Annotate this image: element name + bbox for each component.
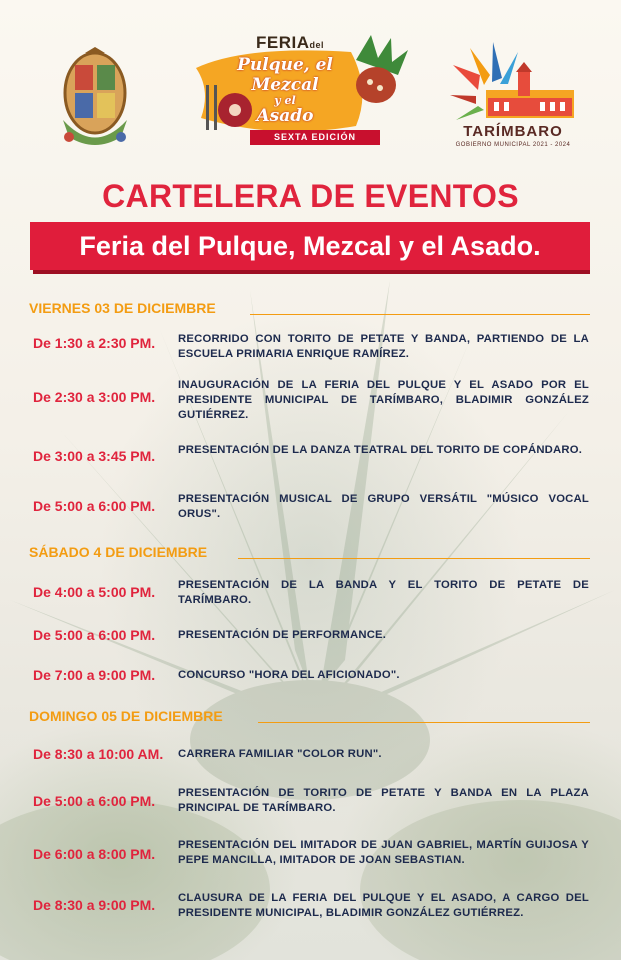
event-banner: Feria del Pulque, Mezcal y el Asado.: [30, 222, 590, 270]
event-time: De 5:00 a 6:00 PM.: [33, 793, 156, 809]
day-divider: [238, 558, 590, 559]
event-time: De 3:00 a 3:45 PM.: [33, 448, 156, 464]
day-header-sabado: SÁBADO 4 DE DICIEMBRE: [29, 544, 208, 560]
event-time: De 8:30 a 9:00 PM.: [33, 897, 156, 913]
event-time: De 1:30 a 2:30 PM.: [33, 335, 156, 351]
tarimbaro-logo-subtitle: GOBIERNO MUNICIPAL 2021 - 2024: [455, 142, 571, 148]
event-description: CONCURSO "HORA DEL AFICIONADO".: [178, 669, 400, 681]
event-description: PRESENTACIÓN DE PERFORMANCE.: [178, 629, 387, 641]
event-description: PRESENTACIÓN DE LA BANDA Y EL TORITO DE PETATE DE TARÍMBARO.: [178, 579, 589, 606]
event-description: CLAUSURA DE LA FERIA DEL PULQUE Y EL ASADO, A CARGO DEL PRESIDENTE MUNICIPAL, BLADIMIR GONZÁLEZ GUTIÉRREZ.: [178, 892, 589, 919]
page-title: CARTELERA DE EVENTOS: [102, 178, 519, 214]
event-time: De 5:00 a 6:00 PM.: [33, 627, 156, 643]
day-divider: [250, 314, 590, 315]
event-time: De 5:00 a 6:00 PM.: [33, 498, 156, 514]
event-description: INAUGURACIÓN DE LA FERIA DEL PULQUE Y EL ASADO POR EL PRESIDENTE MUNICIPAL DE TARÍMBARO, BLADIMIR GONZÁLEZ GUTIÉRREZ.: [178, 379, 589, 421]
event-description: PRESENTACIÓN DEL IMITADOR DE JUAN GABRIEL, MARTÍN GUIJOSA Y PEPE MANCILLA, IMITADOR DE JOAN SEBASTIAN.: [178, 839, 589, 866]
event-time: De 4:00 a 5:00 PM.: [33, 584, 156, 600]
tarimbaro-logo-name: TARÍMBARO: [463, 123, 563, 140]
feria-logo-script: Pulque, el Mezcal y el Asado: [237, 55, 333, 126]
day-header-domingo: DOMINGO 05 DE DICIEMBRE: [29, 708, 223, 724]
day-divider: [258, 722, 590, 723]
day-header-viernes: VIERNES 03 DE DICIEMBRE: [29, 300, 216, 316]
event-description: RECORRIDO CON TORITO DE PETATE Y BANDA, PARTIENDO DE LA ESCUELA PRIMARIA ENRIQUE RAMÍREZ.: [178, 333, 589, 360]
event-time: De 6:00 a 8:00 PM.: [33, 846, 156, 862]
event-description: PRESENTACIÓN DE TORITO DE PETATE Y BANDA EN LA PLAZA PRINCIPAL DE TARÍMBARO.: [178, 787, 589, 814]
event-description: PRESENTACIÓN MUSICAL DE GRUPO VERSÁTIL "MÚSICO VOCAL ORUS".: [178, 493, 589, 520]
event-time: De 7:00 a 9:00 PM.: [33, 667, 156, 683]
municipal-seal-logo: [55, 45, 135, 150]
event-description: PRESENTACIÓN DE LA DANZA TEATRAL DEL TORITO DE COPÁNDARO.: [178, 444, 583, 456]
event-description: CARRERA FAMILIAR "COLOR RUN".: [178, 748, 382, 760]
event-time: De 2:30 a 3:00 PM.: [33, 389, 156, 405]
feria-edition-badge: SEXTA EDICIÓN: [250, 130, 380, 145]
event-time: De 8:30 a 10:00 AM.: [33, 746, 164, 762]
feria-logo-title: FERIAdel: [256, 33, 325, 52]
